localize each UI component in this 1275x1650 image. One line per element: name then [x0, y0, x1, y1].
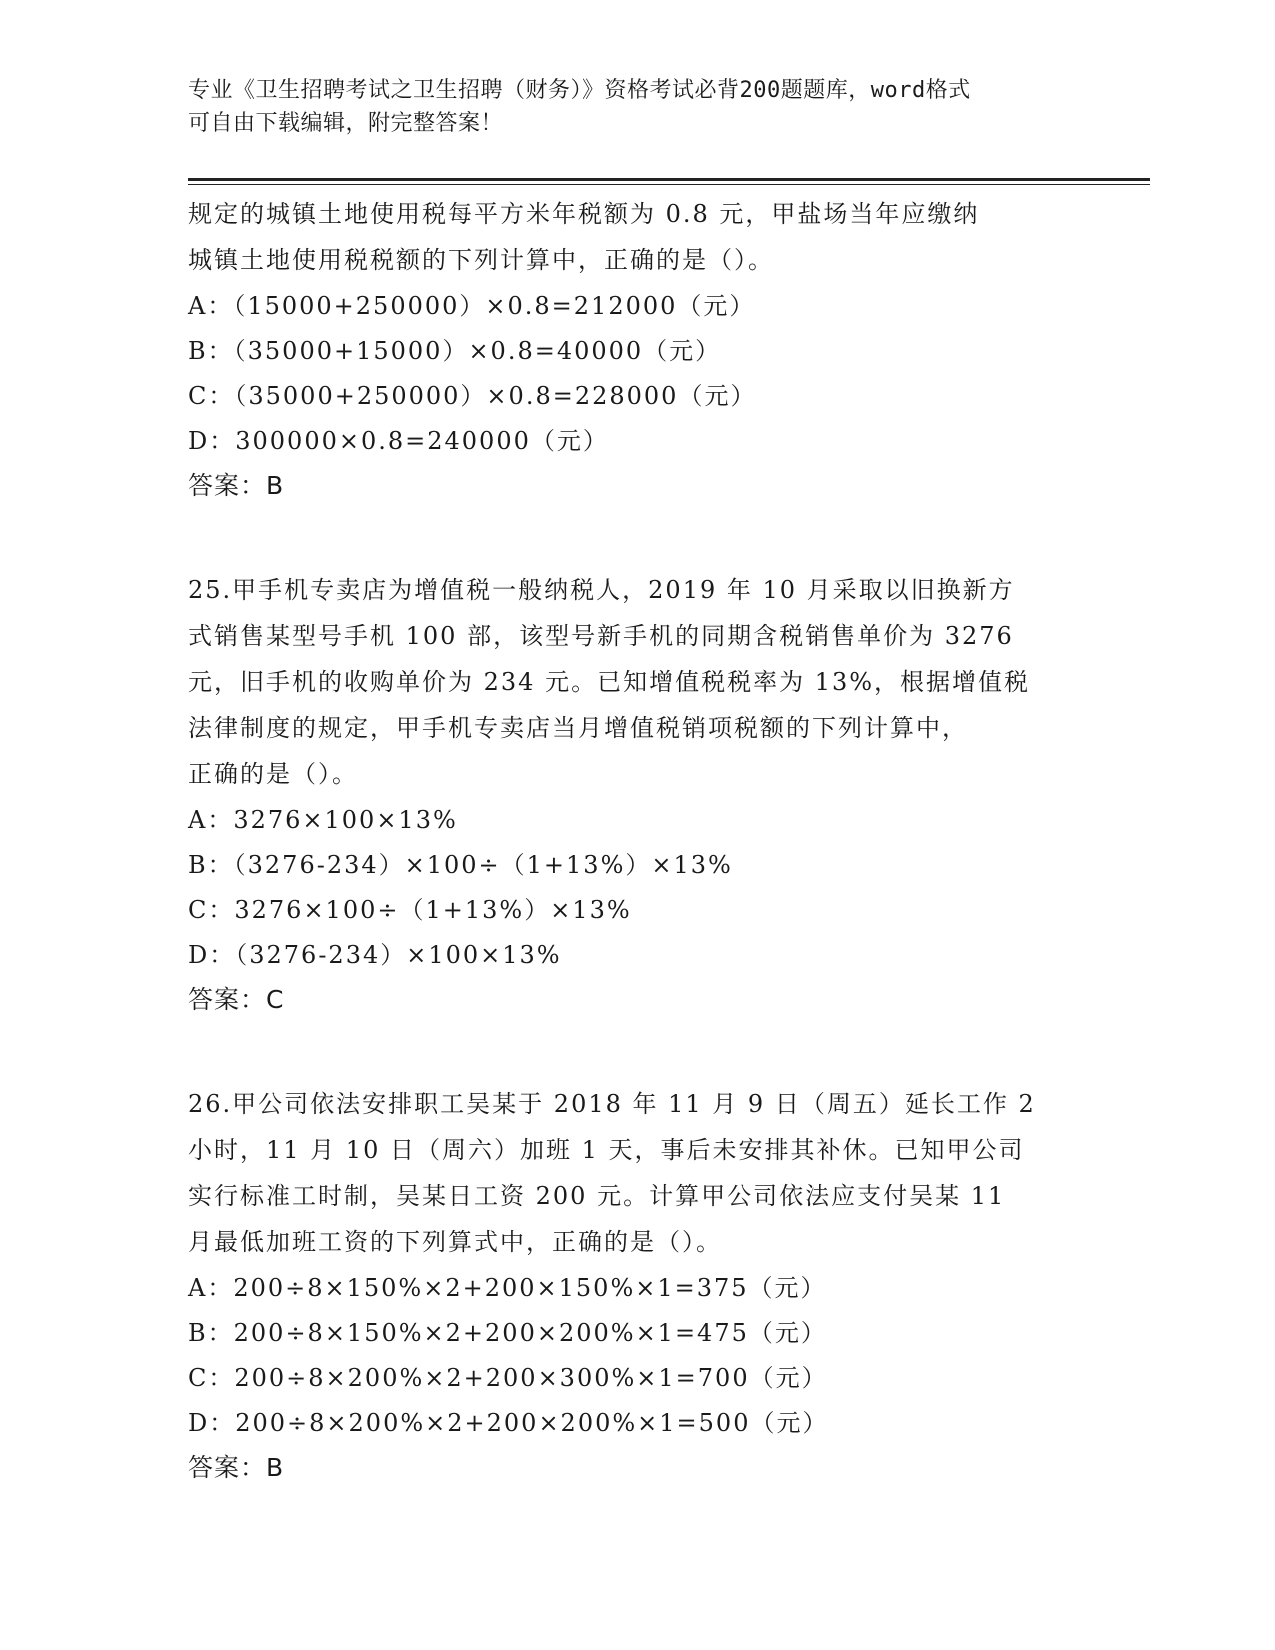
header-rule-thin [188, 184, 1150, 185]
question-24 [188, 191, 1088, 509]
question-text-line: 小时，11 月 10 日（周六）加班 1 天，事后未安排其补休。已知甲公司 [188, 1136, 1025, 1164]
option-b: B：200÷8×150%×2+200×200%×1=475（元） [188, 1319, 827, 1347]
answer: 答案：B [188, 1453, 285, 1482]
question-text-line: 正确的是（）。 [188, 760, 358, 788]
option-c: C：200÷8×200%×2+200×300%×1=700（元） [188, 1364, 828, 1392]
question-text-line: 26.甲公司依法安排职工吴某于 2018 年 11 月 9 日（周五）延长工作 2 [188, 1090, 1036, 1118]
question-26 [188, 1081, 1088, 1491]
header-rule-thick [188, 178, 1150, 181]
option-a: A：（15000+250000）×0.8=212000（元） [188, 292, 756, 320]
question-text-line: 25.甲手机专卖店为增值税一般纳税人，2019 年 10 月采取以旧换新方 [188, 576, 1015, 604]
option-d: D：200÷8×200%×2+200×200%×1=500（元） [188, 1409, 829, 1437]
option-d: D：（3276-234）×100×13% [188, 941, 562, 969]
answer: 答案：C [188, 985, 285, 1014]
question-text-line: 法律制度的规定，甲手机专卖店当月增值税销项税额的下列计算中， [188, 714, 968, 742]
question-text-line: 式销售某型号手机 100 部，该型号新手机的同期含税销售单价为 3276 [188, 622, 1014, 650]
option-a: A：3276×100×13% [188, 806, 458, 834]
option-a: A：200÷8×150%×2+200×150%×1=375（元） [188, 1274, 827, 1302]
option-d: D：300000×0.8=240000（元） [188, 427, 609, 455]
option-c: C：（35000+250000）×0.8=228000（元） [188, 382, 757, 410]
question-text-line: 规定的城镇土地使用税每平方米年税额为 0.8 元，甲盐场当年应缴纳 [188, 200, 980, 228]
option-b: B：（3276-234）×100÷（1+13%）×13% [188, 851, 733, 879]
document-header [188, 74, 1088, 140]
header-line-1: 专业《卫生招聘考试之卫生招聘（财务）》资格考试必背200题题库，word格式 [188, 78, 971, 103]
question-25 [188, 567, 1088, 1023]
option-b: B：（35000+15000）×0.8=40000（元） [188, 337, 722, 365]
option-c: C：3276×100÷（1+13%）×13% [188, 896, 632, 924]
question-text-line: 城镇土地使用税税额的下列计算中，正确的是（）。 [188, 246, 774, 274]
question-text-line: 实行标准工时制，吴某日工资 200 元。计算甲公司依法应支付吴某 11 [188, 1182, 1006, 1210]
question-text-line: 月最低加班工资的下列算式中，正确的是（）。 [188, 1228, 722, 1256]
question-text-line: 元，旧手机的收购单价为 234 元。已知增值税税率为 13%，根据增值税 [188, 668, 1031, 696]
document-body [188, 191, 1088, 1491]
header-line-2: 可自由下载编辑，附完整答案！ [188, 111, 504, 136]
answer: 答案：B [188, 471, 285, 500]
